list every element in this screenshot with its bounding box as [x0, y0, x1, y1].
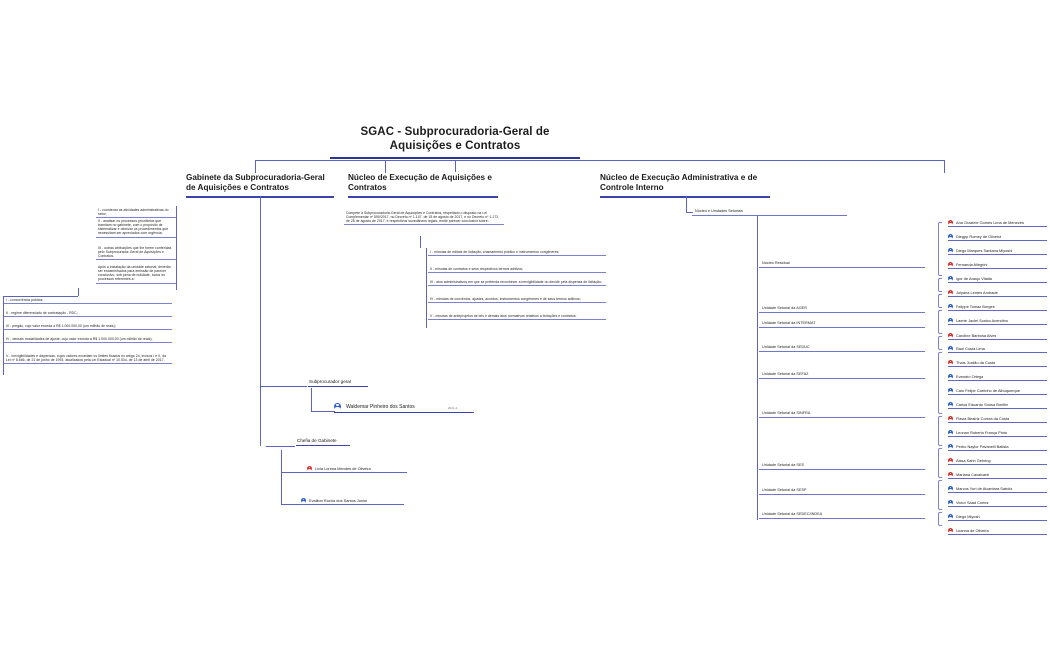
person-icon-blue [948, 248, 953, 253]
person-row[interactable] [948, 360, 1047, 367]
unidade-setorial-label: Unidade Setorial da SEDUC [762, 345, 810, 349]
gabinete-attribution-text: Após a instalação da unidade setorial, deverão ser encaminhados para emissão de parecer conclusivo, sob pena de nulidade, todos os processos referentes a: [98, 264, 171, 281]
group-brace [938, 310, 942, 334]
person-name: Caio Felipe Carrinho de Albuquerque [956, 388, 1021, 393]
unidade-setorial-row[interactable] [759, 511, 925, 519]
person-row[interactable] [948, 514, 1047, 521]
person-row[interactable] [948, 290, 1047, 297]
connector-modalidades-drop [78, 288, 79, 296]
connector-subprocurador-spine [311, 388, 312, 411]
connector-to-nucleo-admin [944, 160, 945, 173]
unidade-setorial-row[interactable] [759, 462, 925, 470]
person-icon-blue [948, 388, 953, 393]
person-name: Igor de Araujo Vitalla [956, 276, 992, 281]
person-name: Diegpp Romey de Oliveira [956, 234, 1002, 239]
connector-gabinete-spine [260, 196, 261, 446]
nucleo-unidades-setoriais-text: Núcleo e Unidades Setoriais [695, 209, 743, 213]
group-brace [938, 448, 942, 478]
nucleo-execucao-competencia-text: Compete à Subprocuradoria-Geral de Aquisições e Contratos, respeitado o disposto na Lei Complementar nº 590/2017, no Decreto nº 1.147, de 15 de agosto de 2017, e no Decreto nº 1.172, de 28 de agosto de 2017, e respectivos sucedâneos legais, emitir parecer conclusivo sobre: [346, 210, 500, 223]
person-name: Waldemar Pinheiro dos Santos [346, 403, 415, 410]
person-row[interactable] [948, 248, 1047, 255]
person-icon-blue [948, 304, 953, 309]
person-icon-blue [948, 514, 953, 519]
person-icon-red [948, 416, 953, 421]
gabinete-attribution-item[interactable] [96, 244, 176, 260]
unidade-setorial-label: Unidade Setorial da SEDEC/INDEA [762, 512, 823, 516]
unidade-setorial-row[interactable] [759, 371, 925, 379]
node-nucleo-execucao[interactable] [348, 173, 498, 198]
person-row[interactable] [948, 276, 1047, 283]
gabinete-modalidade-text: V - inexigibilidades e dispensas, cujos valores excedam os limites fixados no artigo 24, incisos I e II, da Lei nº 8.666, de 21 de junho de 1993, atualizados pela Lei Estadual nº 10.534, de 13 de abril de 2017. [6, 353, 167, 362]
group-brace [938, 222, 942, 276]
node-nucleo-admin-title: Núcleo de Execução Administrativa e de Controle Interno [600, 173, 758, 192]
nucleo-execucao-item-text: I - minutas de editais de licitação, chamamento público e instrumentos congêneres; [430, 249, 560, 254]
connector-chefia [266, 446, 295, 447]
person-name: Diego Miyoshi [956, 514, 981, 519]
group-brace [938, 480, 942, 510]
node-gabinete-title: Gabinete da Subprocuradoria-Geral de Aquisições e Contratos [186, 173, 325, 192]
person-icon-red [948, 360, 953, 365]
person-icon-red [948, 528, 953, 533]
nucleo-execucao-item-text: IV - minutas de convênios, ajustes, acordos, instrumentos congêneres e de seus termos aditivos; [430, 296, 581, 301]
gabinete-modalidade-item[interactable] [4, 335, 172, 343]
group-brace [938, 278, 942, 292]
nucleo-unidades-setoriais-label[interactable] [692, 208, 847, 216]
root-node-sgac[interactable] [330, 125, 580, 159]
person-row[interactable] [948, 402, 1047, 409]
person-name: Diego Marques Santana Miyoshi [956, 248, 1013, 253]
unidade-setorial-row[interactable] [759, 344, 925, 352]
gabinete-modalidade-text: II - regime diferenciado de contratação - RDC; [6, 310, 78, 315]
nucleo-execucao-item-text: III - atos administrativos em que se pretenda reconhecer a inexigibilidade ou decidir pela dispensa de licitação; [430, 279, 602, 284]
person-icon-red [948, 458, 953, 463]
person-name: Felippe Tomaz Borges [956, 304, 995, 309]
person-icon-blue [334, 403, 341, 410]
person-name: Mariana Cavalcanti [956, 472, 990, 477]
person-name: Marcos Yuri de Alcantara Sabóia [956, 486, 1013, 491]
person-icon-blue [948, 500, 953, 505]
gabinete-attribution-item[interactable] [96, 217, 176, 238]
person-row[interactable] [948, 333, 1047, 340]
group-brace [938, 512, 942, 526]
person-icon-red [948, 220, 953, 225]
person-row[interactable] [948, 318, 1047, 325]
person-row[interactable] [948, 388, 1047, 395]
connector-root-down [455, 160, 456, 172]
person-icon-blue [948, 402, 953, 407]
connector-nucleo-execucao-drop [420, 236, 421, 248]
person-row[interactable] [948, 458, 1047, 465]
connector-chefia-person-1 [281, 472, 308, 473]
node-nucleo-execucao-title: Núcleo de Execução de Aquisições e Contratos [348, 173, 492, 192]
person-row[interactable] [948, 430, 1047, 437]
unidade-setorial-label: Unidade Setorial da SEFAZ [762, 372, 809, 376]
person-icon-blue [948, 276, 953, 281]
unidade-setorial-label: Unidade Setorial da SES [762, 463, 805, 467]
person-icon-blue [948, 374, 953, 379]
person-icon-red [948, 333, 953, 338]
person-row[interactable] [948, 486, 1047, 493]
nucleo-execucao-item-text: V - minutas de anteprojetos de leis e demais atos normativos relativos a licitações e contratos; [430, 313, 577, 318]
person-row[interactable] [948, 500, 1047, 507]
connector-root-bus [255, 160, 945, 161]
person-name: Evandro Ortega [956, 374, 984, 379]
person-icon-blue [948, 346, 953, 351]
person-row[interactable] [948, 220, 1047, 227]
node-nucleo-admin[interactable] [600, 173, 770, 198]
gabinete-modalidade-item[interactable] [4, 352, 172, 364]
person-icon-red [307, 466, 312, 471]
person-name: Raul Costa Lima [956, 346, 985, 351]
chefia-de-gabinete-label[interactable] [296, 438, 350, 446]
person-icon-red [948, 290, 953, 295]
gabinete-attribution-item[interactable] [96, 263, 176, 284]
root-node-title: SGAC - Subprocuradoria-Geral de Aquisições e Contratos [360, 126, 550, 153]
person-icon-blue [948, 430, 953, 435]
person-icon-blue [948, 486, 953, 491]
group-brace [938, 336, 942, 350]
person-icon-blue [948, 318, 953, 323]
gabinete-attribution-text: II - analisar os processos prioritários que tramitam no gabinete, com o propósito de sistematizar e otimizar os procedimentos que necessitam ser apreciados com urgência; [98, 218, 169, 235]
group-brace [938, 294, 942, 308]
person-name: Leonan Roberto França Pinto [956, 430, 1008, 435]
person-name: Aissa Karin Gehring [956, 458, 991, 463]
person-row[interactable] [948, 528, 1047, 535]
person-row-chefia[interactable] [301, 498, 404, 505]
person-icon-blue [948, 234, 953, 239]
connector-unidades-spine [757, 216, 758, 520]
nucleo-execucao-item-text: II - minutas de contratos e seus respectivos termos aditivos; [430, 266, 524, 271]
subprocurador-geral-label[interactable] [308, 379, 368, 387]
connector-nucleo-execucao-spine [426, 248, 427, 328]
person-name: Pedro Naylor Pavanelli Batista [956, 444, 1009, 449]
gabinete-modalidade-item[interactable] [4, 309, 172, 317]
unidade-setorial-row[interactable] [759, 305, 925, 313]
person-name: Flavia Beatriz Correa da Costa [956, 416, 1010, 421]
person-row[interactable] [948, 262, 1047, 269]
person-row[interactable] [948, 304, 1047, 311]
person-row[interactable] [948, 444, 1047, 451]
person-name: Fernanda Allegrini [956, 262, 988, 267]
nucleo-execucao-competencia[interactable] [344, 209, 504, 225]
gabinete-modalidade-text: I - concorrência pública; [6, 297, 44, 302]
unidade-setorial-row[interactable] [759, 487, 925, 495]
unidade-setorial-label: Unidade Setorial da SINFRA [762, 411, 811, 415]
person-row[interactable] [948, 416, 1047, 423]
subprocurador-geral-text: Subprocurador geral [309, 379, 351, 384]
person-name: Laerte Jaciel Scalco Acendino [956, 318, 1008, 323]
nucleo-execucao-item[interactable] [428, 312, 606, 320]
group-brace [938, 352, 942, 414]
connector-chefia-person-2 [281, 504, 302, 505]
person-icon-red [948, 262, 953, 267]
nucleo-execucao-item[interactable] [428, 265, 606, 273]
subprocurador-note: 2021-2 [448, 407, 458, 410]
person-row[interactable] [948, 472, 1047, 479]
person-icon-blue [948, 444, 953, 449]
connector-to-gabinete [255, 160, 256, 173]
gabinete-attribution-text: III - outras atribuições que lhe forem conferidas pelo Subprocurador-Geral de Aquisições e Contratos. [98, 245, 172, 258]
person-row[interactable] [948, 234, 1047, 241]
person-name: Evaliton Rocha dos Santos Junior [309, 498, 368, 503]
nucleo-execucao-item[interactable] [428, 278, 606, 286]
person-icon-blue [301, 498, 306, 503]
person-name: Caroline Barbosa Alves [956, 333, 997, 338]
gabinete-modalidade-item[interactable] [4, 296, 172, 304]
connector-gabinete-attrs-spine [176, 206, 177, 290]
person-name: Luanna de Oliveira [956, 528, 989, 533]
unidade-setorial-row[interactable] [759, 260, 925, 268]
person-name: Livia Lorena Mendes de Oliveira [315, 466, 371, 471]
nucleo-execucao-item[interactable] [428, 295, 606, 303]
person-row-chefia[interactable] [307, 466, 407, 473]
unidade-setorial-label: Unidade Setorial da SESP [762, 488, 807, 492]
unidade-setorial-label: Unidade Setorial da AGER [762, 306, 807, 310]
gabinete-attribution-text: I - coordenar as atividades administrativas do setor; [98, 207, 169, 216]
connector-to-nucleo-execucao [385, 160, 386, 173]
person-name: Thais Jordão da Costa [956, 360, 996, 365]
gabinete-modalidade-item[interactable] [4, 322, 172, 330]
connector-subprocurador-person [311, 411, 335, 412]
nucleo-execucao-item[interactable] [428, 248, 606, 256]
group-brace [938, 416, 942, 446]
unidade-setorial-label: Unidade Setorial da INTERMAT [762, 321, 816, 325]
person-row[interactable] [948, 374, 1047, 381]
connector-chefia-spine [281, 450, 282, 505]
person-name: Julyana Lemes Andrade [956, 290, 998, 295]
gabinete-modalidade-text: IV - demais modalidades de ajuste, cujo valor exceda a R$ 1.000.000,00 (um milhão de reais); [6, 336, 153, 341]
connector-subprocurador [260, 386, 307, 387]
person-row[interactable] [948, 346, 1047, 353]
person-name: Ana Graziele Gomes Lima de Menezes [956, 220, 1024, 225]
unidade-setorial-label: Núcleo Residual [762, 261, 790, 265]
person-name: Victor Saad Cortez [956, 500, 989, 505]
node-gabinete[interactable] [186, 173, 334, 198]
chefia-de-gabinete-text: Chefia de Gabinete [297, 438, 337, 443]
unidade-setorial-row[interactable] [759, 410, 925, 418]
person-name: Carlos Eduardo Sousa Bonfim [956, 402, 1009, 407]
gabinete-modalidade-text: III - pregão, cujo valor exceda a R$ 1.000.000,00 (um milhão de reais); [6, 323, 116, 328]
connector-nucleo-admin-drop [686, 196, 687, 212]
unidade-setorial-row[interactable] [759, 320, 925, 328]
person-icon-red [948, 472, 953, 477]
